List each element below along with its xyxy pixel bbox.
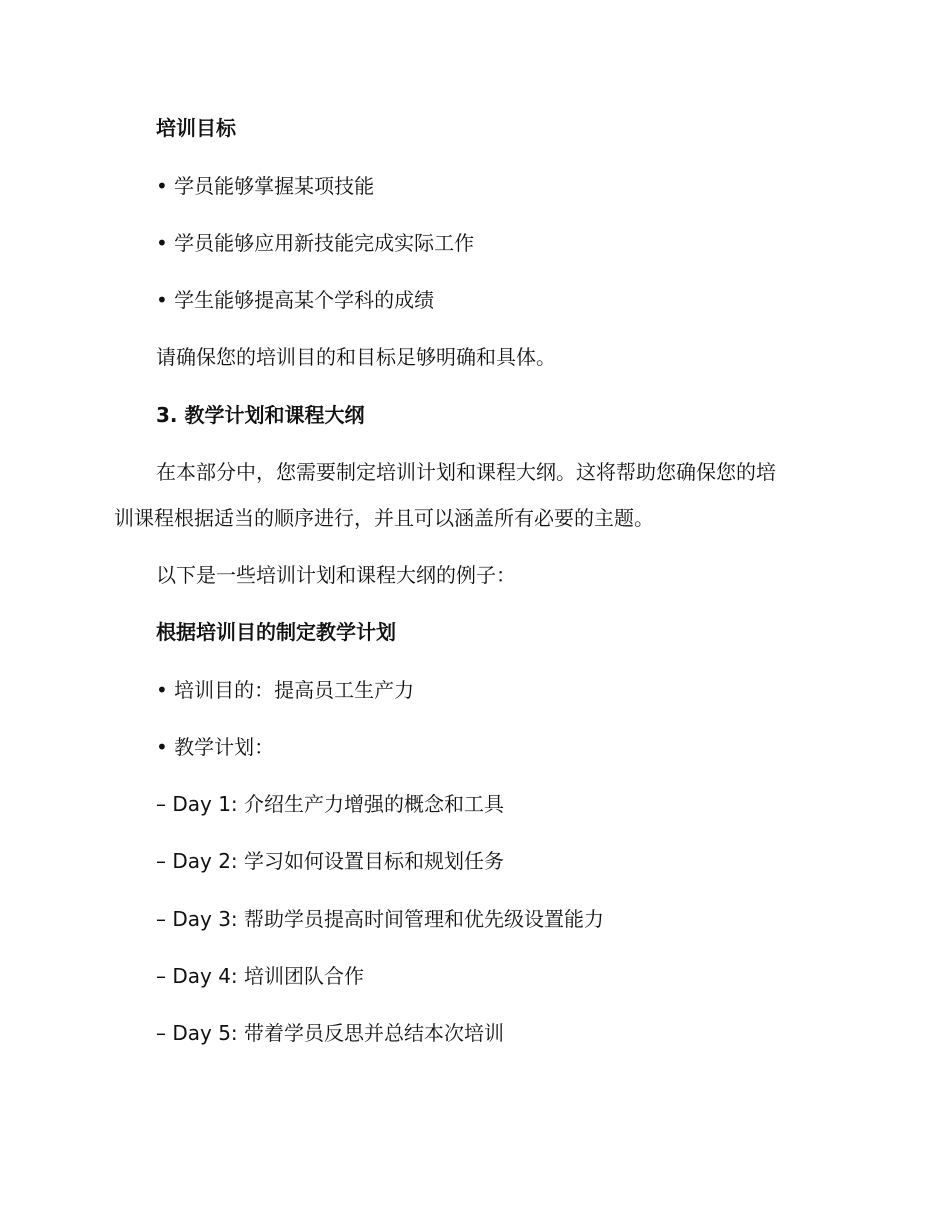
plan-heading: 根据培训目的制定教学计划 xyxy=(156,620,396,644)
section-3-paragraph-line-1: 在本部分中，您需要制定培训计划和课程大纲。这将帮助您确保您的培 xyxy=(156,460,776,484)
day-item: – Day 4: 培训团队合作 xyxy=(156,964,365,988)
goal-item: • 学员能够应用新技能完成实际工作 xyxy=(156,231,475,255)
goals-heading: 培训目标 xyxy=(156,116,236,140)
plan-label: • 教学计划： xyxy=(156,735,275,759)
section-3-paragraph-line-2: 训课程根据适当的顺序进行，并且可以涵盖所有必要的主题。 xyxy=(114,506,654,530)
day-item: – Day 5: 带着学员反思并总结本次培训 xyxy=(156,1021,505,1045)
day-item: – Day 1: 介绍生产力增强的概念和工具 xyxy=(156,792,505,816)
day-item: – Day 2: 学习如何设置目标和规划任务 xyxy=(156,849,505,873)
plan-goal: • 培训目的：提高员工生产力 xyxy=(156,678,415,702)
goal-item: • 学员能够掌握某项技能 xyxy=(156,174,375,198)
goal-note: 请确保您的培训目的和目标足够明确和具体。 xyxy=(156,345,556,369)
examples-intro: 以下是一些培训计划和课程大纲的例子： xyxy=(156,563,516,587)
goal-item: • 学生能够提高某个学科的成绩 xyxy=(156,288,435,312)
section-3-heading: 3. 教学计划和课程大纲 xyxy=(156,403,365,427)
day-item: – Day 3: 帮助学员提高时间管理和优先级设置能力 xyxy=(156,907,605,931)
